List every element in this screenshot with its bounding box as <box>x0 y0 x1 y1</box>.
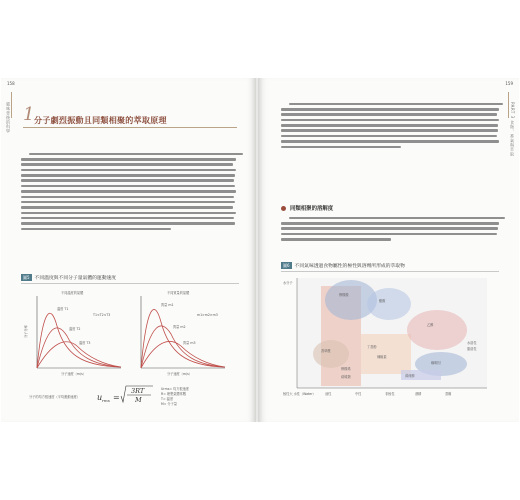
note-a: T1<T2<T3 <box>93 313 111 317</box>
curve-b2 <box>141 326 225 368</box>
text-line <box>281 124 498 127</box>
formula-lhs: u <box>97 393 103 402</box>
right-figure-rule <box>281 271 499 272</box>
book-spine <box>255 78 259 422</box>
left-margin-rule <box>11 92 12 118</box>
text-line <box>21 201 235 204</box>
series-b1-label: 質量 m1 <box>161 303 174 307</box>
bubble-label-8: 薄荷醇 <box>405 374 415 378</box>
section-number: 1 <box>23 104 35 125</box>
x-label-2: 中性 <box>355 392 362 396</box>
legend-line-3: T= 溫度 <box>161 397 174 401</box>
right-figure-label <box>281 262 405 269</box>
text-line <box>281 129 498 132</box>
x-label-5: 蒸餾 <box>445 392 452 396</box>
left-page <box>1 78 255 422</box>
speed-distribution-figure <box>21 286 241 420</box>
left-figure-label <box>21 274 116 281</box>
right-label-2: 脂溶性 <box>467 347 477 351</box>
bubble-label-9: 檸檬烯 <box>341 367 351 371</box>
left-figure-caption: 不同溫度與不同分子量氣體的運動速度 <box>34 276 117 281</box>
text-line <box>289 103 503 106</box>
text-line <box>281 233 497 236</box>
series-b3-label: 質量 m3 <box>183 341 196 345</box>
text-line <box>21 222 235 225</box>
formula-numerator: 3RT <box>131 387 145 395</box>
title-underline <box>23 127 237 128</box>
series-a3-label: 溫度 T3 <box>79 341 91 345</box>
right-figure-caption: 不同氣味透過食物屬性的極性與溶劑所形成的萃取物 <box>294 264 405 269</box>
text-line <box>21 174 235 177</box>
left-body-text <box>21 150 239 233</box>
right-figure-tag: 圖6 <box>283 262 290 268</box>
formula-equals: = <box>113 393 120 402</box>
xlabel-b: 分子速度（m/s） <box>167 372 192 376</box>
right-page <box>259 78 519 422</box>
polarity-figure <box>281 274 503 402</box>
series-a1-label: 溫度 T1 <box>57 307 69 311</box>
subheading-bullet-icon <box>281 206 286 211</box>
curve-b3 <box>141 341 225 368</box>
y-bottom-label: 極性大 水性（Water） <box>283 392 316 396</box>
text-line <box>21 169 236 172</box>
text-line <box>21 158 236 161</box>
subheading <box>281 204 333 212</box>
formula-intro: 分子的均方根速度（平均運動速度） <box>29 395 80 399</box>
y-top-label: 水分子 <box>283 281 293 285</box>
bubble-label-3: 乙醇 <box>427 323 434 327</box>
chart-b-title: 不同質量的氣體 <box>167 291 190 295</box>
right-body-text <box>281 100 499 151</box>
left-figure-tag: 圖5 <box>23 274 30 280</box>
text-line <box>281 135 497 138</box>
text-line <box>21 217 234 220</box>
text-line <box>21 190 236 193</box>
text-line <box>21 179 234 182</box>
text-line <box>21 206 233 209</box>
left-figure-rule <box>21 283 239 284</box>
text-line <box>281 119 499 122</box>
series-b2-label: 質量 m2 <box>173 325 186 329</box>
note-b: m1>m2>m3 <box>197 313 218 317</box>
bubble-label-1: 檸檬酸 <box>339 293 349 297</box>
left-running-head: 風味背後的科學 <box>6 102 11 134</box>
right-body-text-2 <box>281 214 499 243</box>
series-a2-label: 溫度 T2 <box>69 327 81 331</box>
x-label-1: 油性 <box>325 392 332 396</box>
legend-line-4: M= 分子量 <box>161 402 177 406</box>
ylabel-a: 分子分率 <box>24 325 28 338</box>
bubble-label-4: 咖啡因 <box>431 361 441 365</box>
right-running-head: PART 3 食物、香氣與萃取 <box>510 102 515 157</box>
bubble-3 <box>407 310 467 350</box>
x-label-3: 非極性 <box>385 392 395 396</box>
chart-a-title: 不同溫度的氣體 <box>61 291 84 295</box>
formula-sub: rms <box>102 398 110 403</box>
bubble-2 <box>367 288 411 320</box>
text-line <box>21 163 233 166</box>
subheading-text: 同類相聚的溶解度 <box>290 206 334 212</box>
bubble-label-5: 香草醛 <box>321 349 331 353</box>
legend-line-2: R= 理想氣體常數 <box>161 392 187 396</box>
text-line <box>21 185 235 188</box>
text-line <box>281 140 499 143</box>
section-title: 分子劇烈振動且同類相聚的萃取原理 <box>34 116 167 125</box>
bubble-label-2: 醋酸 <box>379 299 386 303</box>
bubble-label-7: 辣椒素 <box>377 355 387 359</box>
text-line <box>281 108 499 111</box>
text-line <box>289 217 505 220</box>
region-mid <box>361 334 411 374</box>
right-page-number: 159 <box>505 81 513 86</box>
bubble-label-6: 丁香酚 <box>367 345 377 349</box>
text-line <box>281 238 391 241</box>
bubble-label-10: 萜烯類 <box>341 375 351 379</box>
curve-b1 <box>141 309 225 368</box>
bubble-5 <box>313 340 349 368</box>
text-line <box>281 227 498 230</box>
left-page-number: 158 <box>7 81 15 86</box>
right-margin-rule <box>508 92 509 118</box>
text-line <box>29 153 243 156</box>
text-line <box>21 228 171 231</box>
text-line <box>281 146 401 149</box>
text-line <box>21 212 236 215</box>
right-label-1: 水溶性 <box>467 341 477 345</box>
text-line <box>281 113 497 116</box>
curve-a3 <box>37 342 121 368</box>
legend-line-1: Urms= 均方根速度 <box>161 387 189 391</box>
formula-denominator: M <box>135 396 142 404</box>
text-line <box>281 222 499 225</box>
text-line <box>21 196 234 199</box>
x-label-4: 酒精 <box>415 392 422 396</box>
xlabel-a: 分子速度（m/s） <box>61 372 86 376</box>
